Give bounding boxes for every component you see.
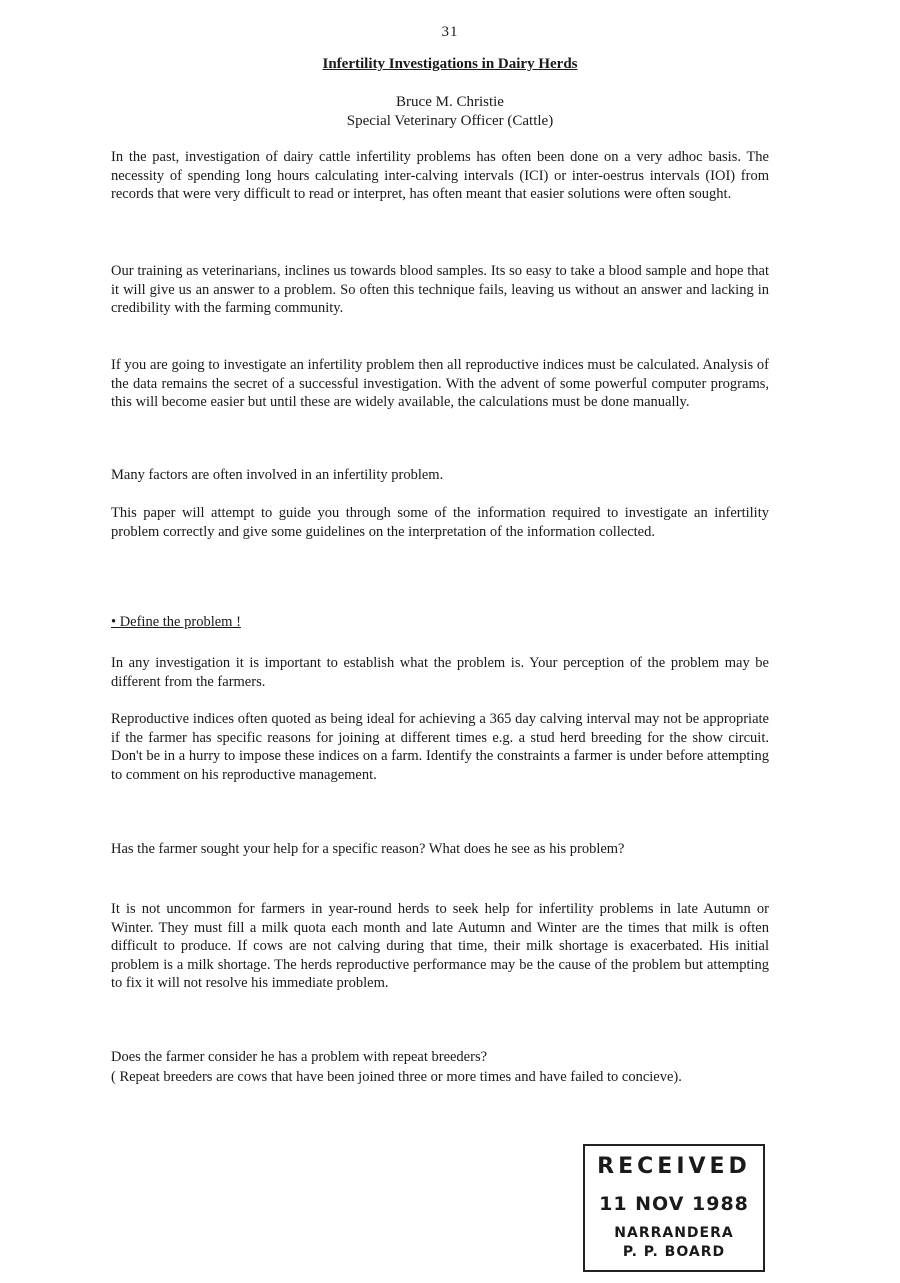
stamp-received-text: RECEIVED [597, 1154, 751, 1179]
author-block [0, 93, 900, 131]
stamp-board: P. P. BOARD [622, 1244, 726, 1260]
received-stamp [583, 1144, 765, 1272]
paragraph-repeat-breeders-definition: ( Repeat breeders are cows that have been joined three or more times and have failed to concieve). [111, 1069, 682, 1085]
paragraph-indices: If you are going to investigate an infertility problem then all reproductive indices must be calculated. Analysis of the data remains the secret of a successful investigation. With the advent of some powerful computer programs, this will become easier but until these are widely available, the calculations must be done manually. [111, 357, 769, 411]
stamp-date: 11 NOV 1988 [599, 1193, 749, 1215]
paragraph-intro: In the past, investigation of dairy cattle infertility problems has often been done on a very adhoc basis. The necessity of spending long hours calculating inter-calving intervals (ICI) or inter-oestrus intervals (IOI) from records that were very difficult to read or interpret, has often meant that easier solutions were often sought. [111, 149, 769, 203]
paragraph-milk-shortage: It is not uncommon for farmers in year-round herds to seek help for infertility problems in late Autumn or Winter. They must fill a milk quota each month and late Autumn and Winter are the times that milk is often difficult to produce. If cows are not calving during that time, their milk shortage is exacerbated. His initial problem is a milk shortage. The herds reproductive performance may be the cause of the problem but attempting to fix it will not resolve his immediate problem. [111, 901, 769, 992]
paragraph-repeat-breeders-question: Does the farmer consider he has a problem with repeat breeders? [111, 1049, 488, 1065]
paragraph-establish-problem: In any investigation it is important to establish what the problem is. Your perception of the problem may be different from the farmers. [111, 655, 769, 690]
paragraph-blood-samples: Our training as veterinarians, inclines us towards blood samples. Its so easy to take a blood sample and hope that it will give us an answer to a problem. So often this technique fails, leaving us without an answer and lacking in credibility with the farming community. [111, 263, 769, 317]
page-number: 31 [441, 24, 459, 40]
document-title: Infertility Investigations in Dairy Herds [322, 56, 578, 72]
paragraph-factors: Many factors are often involved in an infertility problem. [111, 467, 444, 483]
section-heading: • Define the problem ! [111, 614, 241, 630]
paragraph-specific-reason: Has the farmer sought your help for a specific reason? What does he see as his problem? [111, 841, 625, 857]
author-role: Special Veterinary Officer (Cattle) [346, 113, 554, 129]
paragraph-guide: This paper will attempt to guide you through some of the information required to investigate an infertility problem correctly and give some guidelines on the interpretation of the information collected. [111, 505, 769, 540]
author-name: Bruce M. Christie [396, 94, 504, 110]
stamp-place: NARRANDERA [614, 1225, 734, 1241]
paragraph-reproductive-indices: Reproductive indices often quoted as being ideal for achieving a 365 day calving interval may not be appropriate if the farmer has specific reasons for joining at different times e.g. a stud herd breeding for the show circuit. Don't be in a hurry to impose these indices on a farm. Identify the constraints a farmer is under before attempting to comment on his reproductive management. [111, 711, 769, 783]
